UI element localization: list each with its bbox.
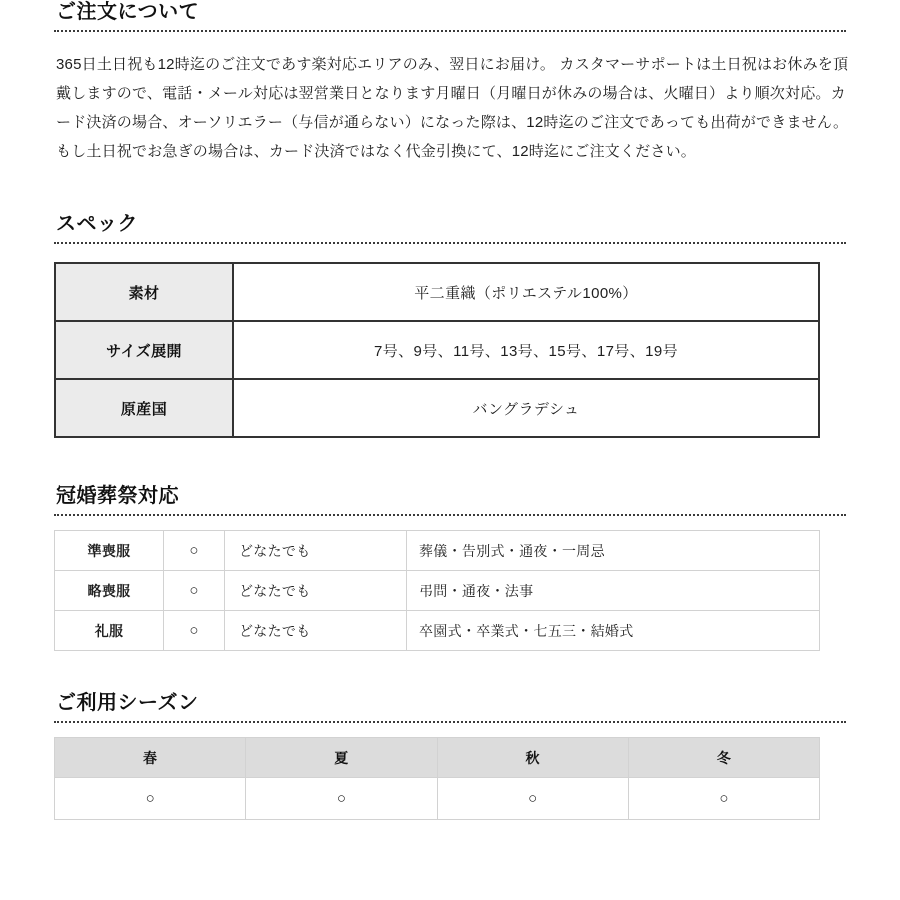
spec-value: 7号、9号、11号、13号、15号、17号、19号 [233, 321, 819, 379]
ceremony-table [54, 530, 820, 651]
spacer [54, 651, 846, 691]
season-mark-summer: ○ [246, 778, 437, 820]
ceremony-label: 礼服 [55, 611, 164, 651]
ceremony-table-wrap [54, 516, 846, 651]
table-row [55, 778, 820, 820]
ceremony-label: 略喪服 [55, 571, 164, 611]
season-header-summer: 夏 [246, 738, 437, 778]
table-row [55, 263, 819, 321]
ceremony-scenes: 葬儀・告別式・通夜・一周忌 [407, 531, 820, 571]
spec-label: 原産国 [55, 379, 233, 437]
ceremony-scenes: 卒園式・卒業式・七五三・結婚式 [407, 611, 820, 651]
order-info-heading: ご注文について [56, 1, 200, 23]
spec-value: 平二重織（ポリエステル100%） [233, 263, 819, 321]
order-info-body: 365日土日祝も12時迄のご注文であす楽対応エリアのみ、翌日にお届け。 カスタマーサポートは土日祝はお休みを頂戴しますので、電話・メール対応は翌営業日となります月曜日（月曜日が休みの場合は、火曜日）より順次対応。カード決済の場合、オーソリエラー（与信が通らない）になった際は、12時迄のご注文であっても出荷ができません。もし土日祝でお急ぎの場合は、カード決済ではなく代金引換にて、12時迄にご注文ください。 [56, 56, 849, 160]
table-row [55, 379, 819, 437]
season-header-spring: 春 [55, 738, 246, 778]
spacer [54, 166, 846, 212]
table-row [55, 321, 819, 379]
spec-label: サイズ展開 [55, 321, 233, 379]
ceremony-who: どなたでも [225, 531, 407, 571]
table-header-row [55, 738, 820, 778]
table-row [55, 611, 820, 651]
order-info-section [54, 0, 849, 166]
spec-table [54, 262, 820, 438]
table-row [55, 571, 820, 611]
ceremony-mark: ○ [164, 531, 225, 571]
season-header-winter: 冬 [628, 738, 819, 778]
season-table-wrap [54, 723, 846, 820]
season-header-autumn: 秋 [437, 738, 628, 778]
season-mark-winter: ○ [628, 778, 819, 820]
spec-table-wrap [54, 244, 846, 438]
ceremony-who: どなたでも [225, 611, 407, 651]
ceremony-heading: 冠婚葬祭対応 [56, 485, 179, 507]
season-section [54, 691, 846, 820]
table-row [55, 531, 820, 571]
ceremony-section [54, 484, 846, 651]
ceremony-scenes: 弔問・通夜・法事 [407, 571, 820, 611]
spec-heading: スペック [56, 213, 138, 235]
spec-value: バングラデシュ [233, 379, 819, 437]
spec-section [54, 212, 846, 438]
spacer [54, 438, 846, 484]
ceremony-mark: ○ [164, 571, 225, 611]
season-heading: ご利用シーズン [56, 692, 199, 714]
ceremony-mark: ○ [164, 611, 225, 651]
season-mark-autumn: ○ [437, 778, 628, 820]
season-table [54, 737, 820, 820]
spec-label: 素材 [55, 263, 233, 321]
ceremony-who: どなたでも [225, 571, 407, 611]
season-mark-spring: ○ [55, 778, 246, 820]
ceremony-label: 準喪服 [55, 531, 164, 571]
